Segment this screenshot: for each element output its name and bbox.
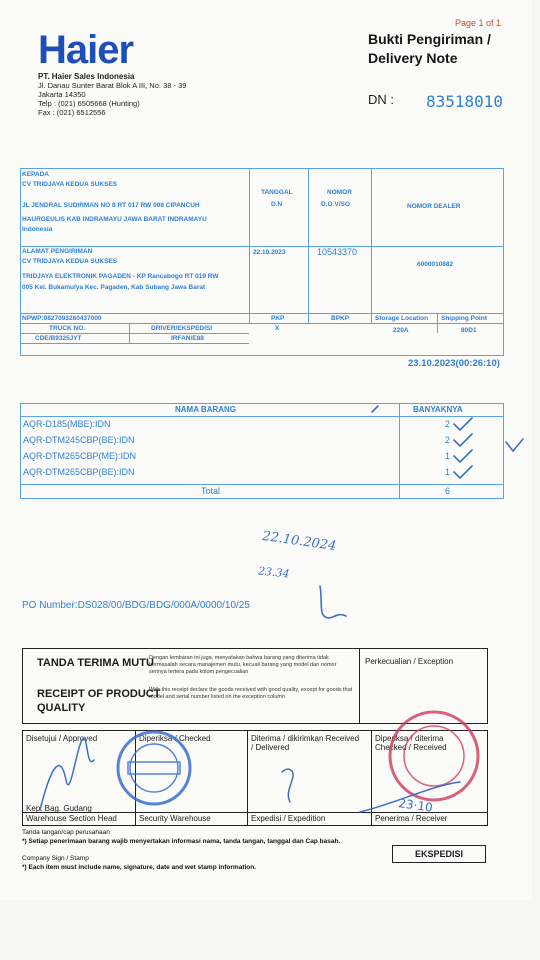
alamat-address-1: TRIDJAYA ELEKTRONIK PAGADEN - KP Rancabogo RT 019 RW bbox=[22, 273, 219, 280]
company-fax: Fax : (021) 6512556 bbox=[38, 108, 106, 117]
shipping-point-value: 80D1 bbox=[461, 327, 477, 334]
receipt-desc-en: With this receipt declare the goods received with good quality, except for goods that model and serial number listed on the exception column bbox=[149, 687, 353, 700]
nomor-value: D.O.V/SO bbox=[321, 201, 350, 208]
item-qty: 2 bbox=[445, 435, 451, 445]
note-line-3: Company Sign / Stamp bbox=[22, 855, 89, 862]
alamat-name: CV TRIDJAYA KEDUA SUKSES bbox=[22, 258, 118, 265]
ekspedisi-box: EKSPEDISI bbox=[392, 845, 486, 863]
pkp-label: PKP bbox=[271, 315, 285, 322]
company-address-2: Jakarta 14350 bbox=[38, 90, 86, 99]
title-line-1: Bukti Pengiriman / bbox=[368, 31, 491, 47]
total-value: 6 bbox=[445, 486, 451, 496]
storage-location-value: 220A bbox=[393, 327, 409, 334]
receipt-title-id: TANDA TERIMA MUTU bbox=[37, 657, 154, 669]
delivery-number: 10543370 bbox=[317, 247, 358, 257]
dn-label: DN : bbox=[368, 92, 394, 107]
receipt-desc-id: Dengan lembaran ini juga, menyatakan bahwa barang yang diterima tidak bermasalah secara manajemen mutu, kecuali barang yang model dan nomor serinya tertera pada kolom pengecualian bbox=[149, 655, 337, 675]
warehouse-head-label-1: Kep. Bag. Gudang bbox=[26, 804, 92, 813]
expedition-signature bbox=[282, 769, 293, 802]
bpkp-label: BPKP bbox=[331, 315, 350, 322]
receiver-label: Penerima / Receiver bbox=[375, 814, 448, 823]
npwp: NPWP:0827093260437000 bbox=[22, 315, 102, 322]
tanggal-label: TANGGAL bbox=[261, 189, 293, 196]
item-name: AQR-D185(MBE):IDN bbox=[23, 419, 111, 429]
item-qty: 1 bbox=[445, 467, 451, 477]
tanggal-value: D.N bbox=[271, 201, 283, 208]
note-line-4: *) Each item must include name, signature, date and wet stamp information. bbox=[22, 864, 257, 871]
expedition-label: Expedisi / Expedition bbox=[251, 814, 326, 823]
nomor-label: NOMOR bbox=[327, 189, 352, 196]
alamat-label: ALAMAT PENGIRIMAN bbox=[22, 248, 93, 255]
shipping-point-label: Shipping Point bbox=[441, 315, 487, 322]
approved-label: Disetujui / Approved bbox=[26, 734, 98, 743]
item-qty: 1 bbox=[445, 451, 451, 461]
footer-notes bbox=[22, 828, 340, 872]
checked-label: Diperiksa / Checked bbox=[139, 734, 211, 743]
received-label: Diterima / dikirimkan Received / Delivered bbox=[251, 734, 360, 752]
receiver-handwritten-date: 23·10 bbox=[397, 796, 434, 815]
receipt-title-en: RECEIPT OF PRODUCT QUALITY bbox=[37, 688, 161, 714]
company-telp: Telp : (021) 6505668 (Hunting) bbox=[38, 99, 140, 108]
security-label: Security Warehouse bbox=[139, 814, 211, 823]
dealer-number: 6000010882 bbox=[417, 261, 454, 268]
truck-label: TRUCK NO. bbox=[49, 325, 86, 332]
kepada-address-3: Indonesia bbox=[22, 226, 53, 233]
handwritten-time: 23.34 bbox=[257, 564, 291, 581]
approved-signature bbox=[40, 738, 94, 810]
kepada-address-2: HAURGEULIS KAB INDRAMAYU JAWA BARAT INDRAMAYU bbox=[22, 216, 207, 223]
name-column-header: NAMA BARANG bbox=[175, 405, 237, 414]
driver-label: DRIVER/EKSPEDISI bbox=[151, 325, 213, 332]
company-name: PT. Haier Sales Indonesia bbox=[38, 72, 135, 81]
qty-column-header: BANYAKNYA bbox=[413, 405, 463, 414]
alamat-address-2: 005 Kel. Bukamulya Kec. Pagaden, Kab Subang Jawa Barat bbox=[22, 284, 206, 291]
haier-warehouse-stamp bbox=[118, 732, 190, 804]
truck-value: CDE/B9325JYT bbox=[35, 335, 82, 342]
pkp-value: X bbox=[275, 325, 280, 332]
note-line-1: Tanda tangan/cap perusahaan bbox=[22, 829, 110, 836]
total-label: Total bbox=[201, 486, 221, 496]
kepada-name: CV TRIDJAYA KEDUA SUKSES bbox=[22, 181, 118, 188]
dn-value: 83518010 bbox=[426, 92, 504, 111]
item-name: AQR-DTM265CBP(BE):IDN bbox=[23, 467, 135, 477]
dealer-label: NOMOR DEALER bbox=[407, 203, 461, 210]
kepada-label: KEPADA bbox=[22, 171, 49, 178]
item-name: AQR-DTM265CBP(ME):IDN bbox=[23, 451, 137, 461]
company-address-1: Jl. Danau Sunter Barat Blok A III, No. 38 - 39 bbox=[38, 81, 187, 90]
item-name: AQR-DTM245CBP(BE):IDN bbox=[23, 435, 135, 445]
haier-logo: Haier bbox=[38, 28, 134, 72]
driver-value: IRFAN/E88 bbox=[171, 335, 204, 342]
note-line-2: *) Setiap penerimaan barang wajib menyertakan informasi nama, tanda tangan, tanggal dan Cap basah. bbox=[22, 838, 341, 845]
receiver-company-stamp bbox=[390, 712, 478, 800]
po-number: PO Number:DS028/00/BDG/BDG/000A/0000/10/25 bbox=[22, 600, 250, 611]
title-line-2: Delivery Note bbox=[368, 50, 458, 66]
kepada-address-1: JL JENDRAL SUDIRMAN NO 8 RT 017 RW 008 CIPANCUH bbox=[22, 202, 200, 209]
delivery-date: 22.10.2023 bbox=[253, 249, 286, 256]
print-timestamp: 23.10.2023(00:26:10) bbox=[408, 358, 500, 369]
page-number: Page 1 of 1 bbox=[455, 18, 502, 28]
storage-location-label: Storage Location bbox=[375, 315, 429, 322]
checked-received-label: Diperiksa / diterima Checked / Received bbox=[375, 734, 447, 752]
item-qty: 2 bbox=[445, 419, 451, 429]
warehouse-head-label-2: Warehouse Section Head bbox=[26, 814, 117, 823]
exception-label: Perkecualian / Exception bbox=[365, 657, 454, 666]
handwritten-date: 22.10.2024 bbox=[261, 528, 338, 555]
